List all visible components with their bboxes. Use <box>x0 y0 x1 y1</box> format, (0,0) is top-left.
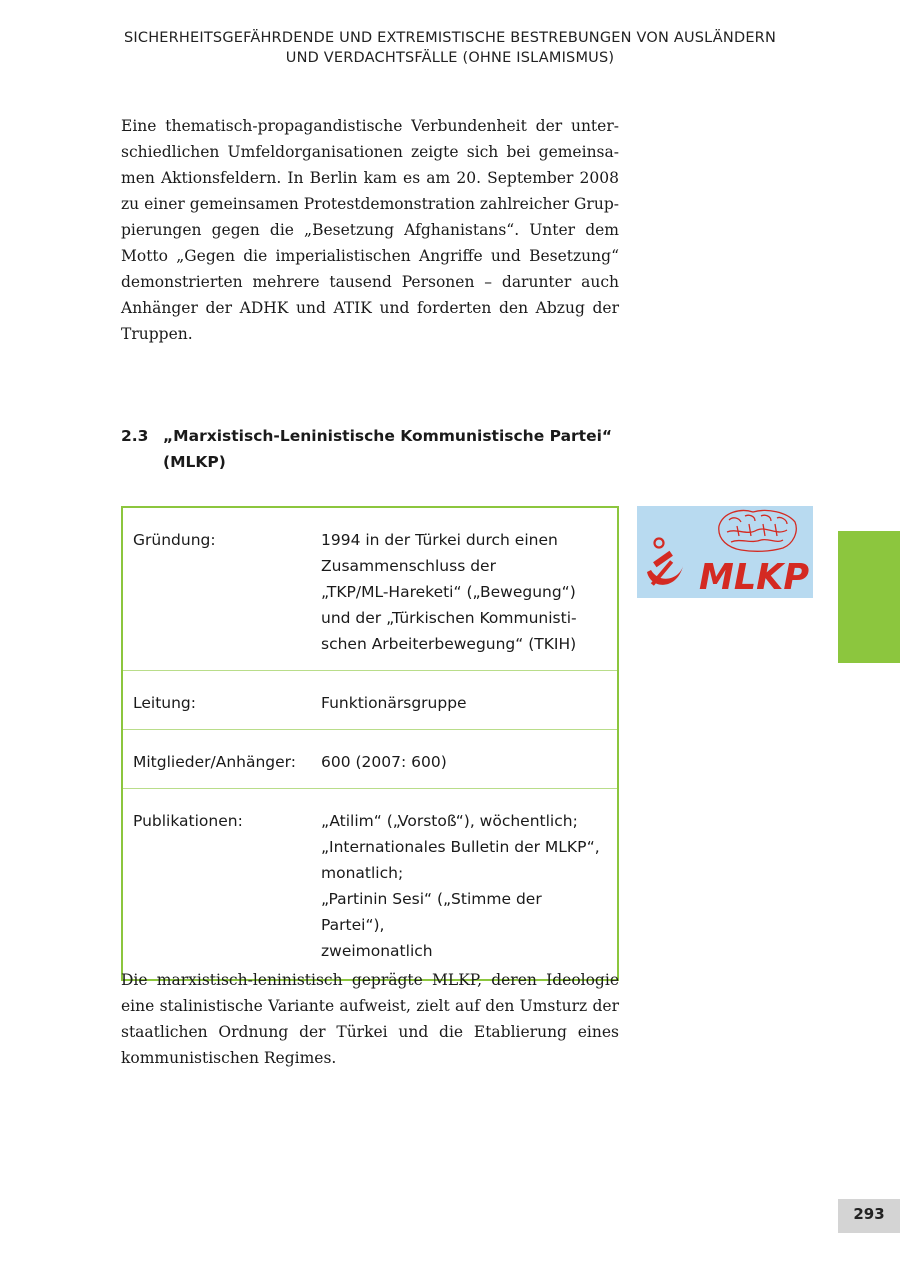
fact-row <box>123 671 617 730</box>
running-header <box>90 28 810 68</box>
fact-value-line: 600 (2007: 600) <box>321 753 447 771</box>
fact-row <box>123 508 617 671</box>
hammer-and-sickle-icon <box>647 539 683 586</box>
section-title-line-2: (MLKP) <box>163 453 226 471</box>
mlkp-logo <box>637 506 813 598</box>
fact-value <box>321 749 607 775</box>
page-number: 293 <box>838 1199 900 1233</box>
fact-row <box>123 789 617 979</box>
fact-value-line: „TKP/ML-Hareketi“ („Bewegung“) <box>321 583 576 601</box>
fact-value <box>321 527 607 657</box>
fact-value <box>321 690 607 716</box>
running-header-line-1: SICHERHEITSGEFÄHRDENDE UND EXTREMISTISCHE BESTREBUNGEN VON AUSLÄNDERN <box>123 30 777 46</box>
fact-label: Mitglieder/Anhänger: <box>133 753 296 771</box>
fact-value-line: schen Arbeiterbewegung“ (TKIH) <box>321 635 577 653</box>
section-number: 2.3 <box>121 427 149 445</box>
fact-value-line: Funktionärsgruppe <box>321 694 467 712</box>
fist-emblem <box>719 510 796 551</box>
fact-row <box>123 730 617 789</box>
closing-paragraph: Die marxistisch-leninistisch geprägte MLKP, deren Ideologie eine stalinistische Variante aufweist, zielt auf den Umsturz der staatlichen Ordnung der Türkei und die Etablierung eines kommunistischen Regimes. <box>121 971 619 1067</box>
fact-value-line: „Atilim“ („Vorstoß“), wöchentlich; <box>321 812 578 830</box>
intro-paragraph: Eine thematisch-propagandistische Verbundenheit der unterschiedlichen Umfeldorganisationen zeigte sich bei gemeinsamen Aktionsfeldern. In Berlin kam es am 20. September 2008 zu einer gemeinsamen Protestdemonstration zahlreicher Gruppierungen gegen die „Besetzung Afghanistans“. Unter dem Motto „Gegen die imperialistischen Angriffe und Besetzung“ demonstrierten mehrere tausend Personen – darunter auch Anhänger der ADHK und ATIK und forderten den Abzug der Truppen. <box>121 117 619 343</box>
section-title-line-1: „Marxistisch-Leninistische Kommunistische Partei“ <box>163 427 613 445</box>
section-title <box>163 423 612 475</box>
chapter-tab-marker <box>838 531 900 663</box>
mlkp-logo-graphic <box>637 506 813 598</box>
fact-value-line: „Partinin Sesi“ („Stimme der Partei“), <box>321 890 542 934</box>
fact-label: Publikationen: <box>133 812 243 830</box>
organization-fact-box <box>121 506 619 981</box>
fact-label: Leitung: <box>133 694 196 712</box>
section-heading <box>121 423 619 475</box>
fact-value-line: monatlich; <box>321 864 404 882</box>
fact-value-line: zweimonatlich <box>321 942 433 960</box>
fact-value-line: Zusammenschluss der <box>321 557 496 575</box>
fact-value-line: 1994 in der Türkei durch einen <box>321 531 558 549</box>
fact-value-line: „Internationales Bulletin der MLKP“, <box>321 838 600 856</box>
fact-value <box>321 808 607 964</box>
logo-text: MLKP <box>699 557 809 598</box>
running-header-line-2: UND VERDACHTSFÄLLE (OHNE ISLAMISMUS) <box>285 50 615 66</box>
fact-value-line: und der „Türkischen Kommunisti- <box>321 609 577 627</box>
fact-label: Gründung: <box>133 531 216 549</box>
